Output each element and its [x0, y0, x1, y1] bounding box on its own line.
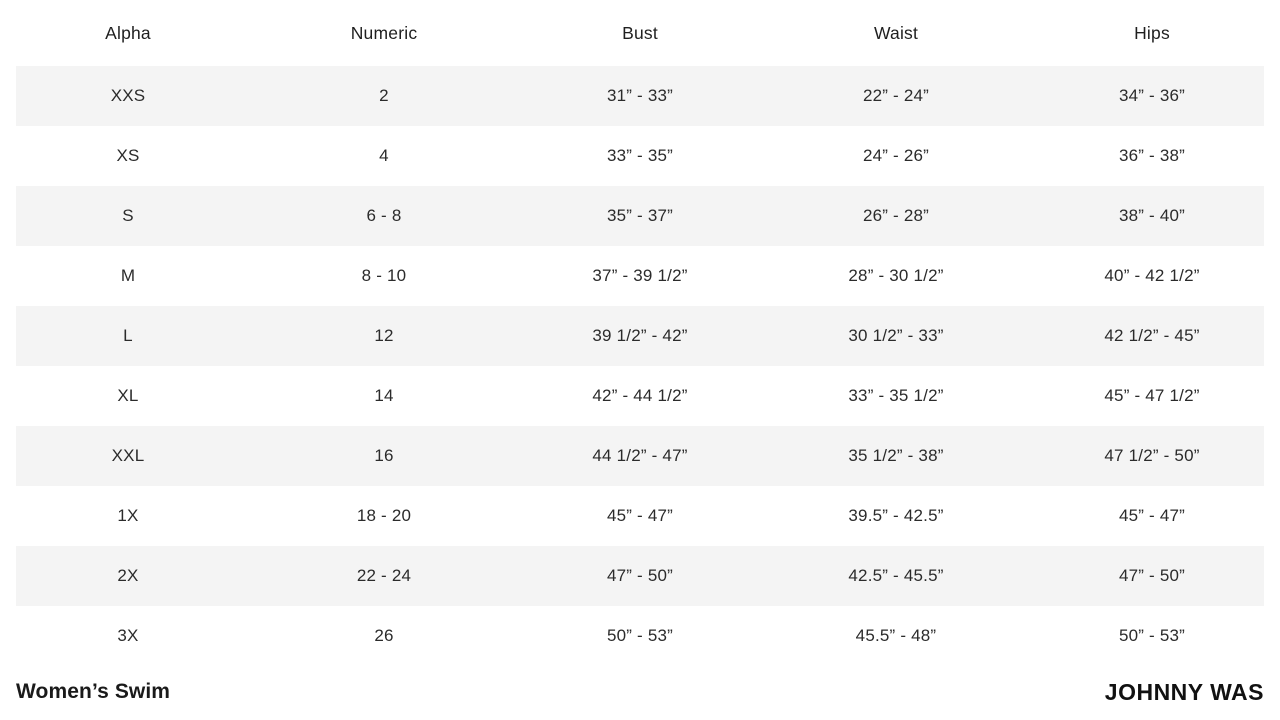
cell-bust: 45” - 47”: [512, 486, 768, 546]
cell-bust: 44 1/2” - 47”: [512, 426, 768, 486]
cell-alpha: 1X: [0, 486, 256, 546]
cell-hips: 47 1/2” - 50”: [1024, 426, 1280, 486]
cell-waist: 24” - 26”: [768, 126, 1024, 186]
cell-waist: 42.5” - 45.5”: [768, 546, 1024, 606]
table-header: [0, 0, 1280, 66]
table-row: [0, 606, 1280, 666]
cell-bust: 42” - 44 1/2”: [512, 366, 768, 426]
cell-waist: 30 1/2” - 33”: [768, 306, 1024, 366]
table-row: [0, 246, 1280, 306]
cell-hips: 47” - 50”: [1024, 546, 1280, 606]
cell-hips: 42 1/2” - 45”: [1024, 306, 1280, 366]
cell-alpha: XL: [0, 366, 256, 426]
cell-numeric: 4: [256, 126, 512, 186]
column-header-alpha: Alpha: [0, 0, 256, 66]
chart-title: Women’s Swim: [16, 680, 171, 703]
cell-alpha: XS: [0, 126, 256, 186]
cell-hips: 45” - 47”: [1024, 486, 1280, 546]
column-header-numeric: Numeric: [256, 0, 512, 66]
cell-waist: 22” - 24”: [768, 66, 1024, 126]
cell-hips: 50” - 53”: [1024, 606, 1280, 666]
cell-numeric: 18 - 20: [256, 486, 512, 546]
cell-hips: 40” - 42 1/2”: [1024, 246, 1280, 306]
cell-waist: 35 1/2” - 38”: [768, 426, 1024, 486]
cell-bust: 39 1/2” - 42”: [512, 306, 768, 366]
header-row: [0, 0, 1280, 66]
column-header-waist: Waist: [768, 0, 1024, 66]
cell-hips: 36” - 38”: [1024, 126, 1280, 186]
table-row: [0, 186, 1280, 246]
cell-alpha: 2X: [0, 546, 256, 606]
cell-numeric: 26: [256, 606, 512, 666]
cell-numeric: 14: [256, 366, 512, 426]
table-row: [0, 426, 1280, 486]
cell-alpha: XXL: [0, 426, 256, 486]
table-row: [0, 366, 1280, 426]
table-row: [0, 126, 1280, 186]
cell-bust: 50” - 53”: [512, 606, 768, 666]
table-row: [0, 66, 1280, 126]
table-body: [0, 66, 1280, 666]
cell-bust: 35” - 37”: [512, 186, 768, 246]
table-row: [0, 306, 1280, 366]
cell-alpha: XXS: [0, 66, 256, 126]
cell-numeric: 8 - 10: [256, 246, 512, 306]
cell-bust: 47” - 50”: [512, 546, 768, 606]
table-row: [0, 546, 1280, 606]
cell-numeric: 2: [256, 66, 512, 126]
column-header-hips: Hips: [1024, 0, 1280, 66]
footer: [0, 664, 1280, 720]
column-header-bust: Bust: [512, 0, 768, 66]
cell-hips: 38” - 40”: [1024, 186, 1280, 246]
cell-waist: 33” - 35 1/2”: [768, 366, 1024, 426]
cell-alpha: M: [0, 246, 256, 306]
cell-alpha: S: [0, 186, 256, 246]
cell-bust: 37” - 39 1/2”: [512, 246, 768, 306]
cell-numeric: 6 - 8: [256, 186, 512, 246]
cell-hips: 34” - 36”: [1024, 66, 1280, 126]
cell-alpha: L: [0, 306, 256, 366]
cell-alpha: 3X: [0, 606, 256, 666]
brand-logo: JOHNNY WAS: [1104, 678, 1264, 705]
cell-bust: 33” - 35”: [512, 126, 768, 186]
cell-numeric: 22 - 24: [256, 546, 512, 606]
cell-waist: 26” - 28”: [768, 186, 1024, 246]
cell-numeric: 16: [256, 426, 512, 486]
cell-waist: 45.5” - 48”: [768, 606, 1024, 666]
cell-numeric: 12: [256, 306, 512, 366]
cell-bust: 31” - 33”: [512, 66, 768, 126]
table-row: [0, 486, 1280, 546]
cell-waist: 28” - 30 1/2”: [768, 246, 1024, 306]
cell-waist: 39.5” - 42.5”: [768, 486, 1024, 546]
cell-hips: 45” - 47 1/2”: [1024, 366, 1280, 426]
